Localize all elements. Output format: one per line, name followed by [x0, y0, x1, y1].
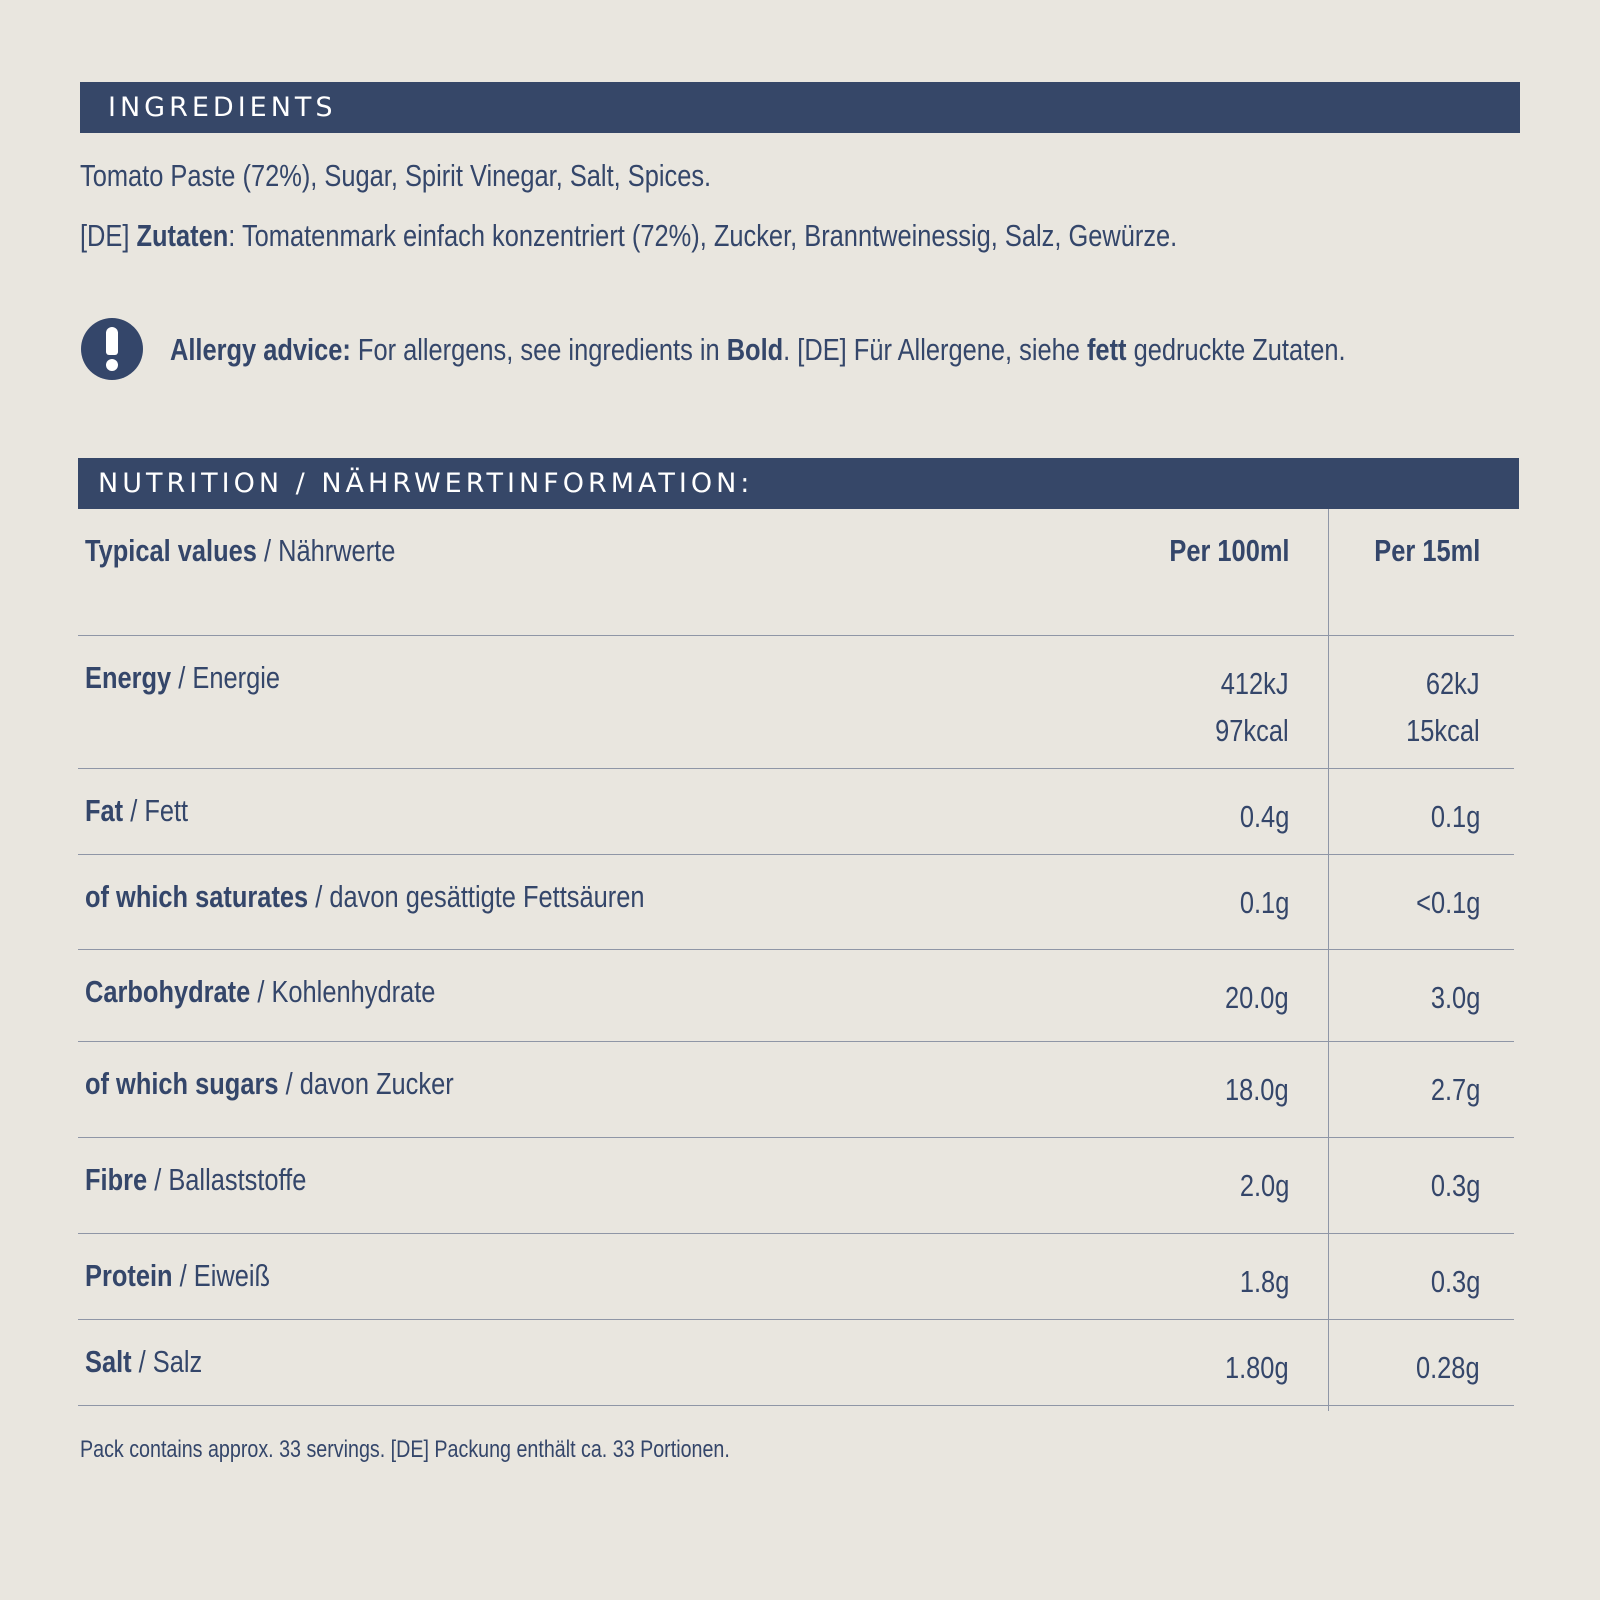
nutrient-name-de: / Salz: [131, 1344, 203, 1379]
value-per-15ml: [1431, 1066, 1480, 1113]
nutrient-label: [85, 660, 280, 696]
nutrient-label: [85, 1258, 270, 1294]
value-line: 62kJ: [1426, 666, 1480, 701]
nutrition-heading-bar: [78, 458, 1519, 509]
table-row: [78, 855, 1514, 950]
nutrient-name-en: Fibre: [85, 1162, 148, 1197]
exclamation-icon: [81, 318, 143, 380]
nutrient-name-en: of which saturates: [85, 879, 309, 914]
value-per-15ml: [1416, 1344, 1480, 1391]
allergy-advice-label: Allergy advice:: [170, 332, 351, 367]
allergy-bold-word: Bold: [726, 332, 784, 367]
ingredients-german-label: Zutaten: [136, 218, 229, 253]
nutrient-name-en: Carbohydrate: [85, 974, 251, 1009]
servings-footnote: Pack contains approx. 33 servings. [DE] Packung enthält ca. 33 Portionen.: [80, 1436, 730, 1463]
value-line: 15kcal: [1406, 713, 1480, 748]
header-per-15ml: Per 15ml: [1374, 533, 1480, 568]
ingredients-english-text: Tomato Paste (72%), Sugar, Spirit Vinegar, Salt, Spices.: [80, 158, 712, 193]
ingredients-german-text: : Tomatenmark einfach konzentriert (72%), Zucker, Branntweinessig, Salz, Gewürze.: [228, 218, 1178, 253]
nutrient-name-de: / davon Zucker: [278, 1066, 454, 1101]
allergy-bold-word: fett: [1086, 332, 1127, 367]
value-line: 2.7g: [1430, 1072, 1480, 1107]
nutrient-label: [85, 793, 188, 829]
value-line: 2.0g: [1239, 1168, 1289, 1203]
table-row: [78, 1320, 1514, 1406]
nutrient-name-en: Energy: [85, 660, 172, 695]
column-divider: [1328, 509, 1329, 1411]
nutrient-label: [85, 1344, 202, 1380]
nutrient-name-de: / davon gesättigte Fettsäuren: [308, 879, 645, 914]
value-per-15ml: [1431, 974, 1480, 1021]
ingredients-heading-bar: [80, 82, 1520, 133]
value-per-100ml: [1240, 1258, 1289, 1305]
value-line: 0.3g: [1430, 1264, 1480, 1299]
value-line: 20.0g: [1225, 980, 1289, 1015]
allergy-text-part: gedruckte Zutaten.: [1126, 332, 1346, 367]
value-line: 1.80g: [1225, 1350, 1289, 1385]
nutrient-name-en: Protein: [85, 1258, 173, 1293]
value-line: 18.0g: [1225, 1072, 1289, 1107]
nutrient-name-de: / Ballaststoffe: [147, 1162, 307, 1197]
nutrient-label: [85, 879, 645, 915]
ingredients-heading: INGREDIENTS: [108, 92, 337, 123]
ingredients-german-prefix: [DE]: [80, 218, 137, 253]
value-per-15ml: [1431, 1258, 1480, 1305]
nutrient-name-en: Fat: [85, 793, 124, 828]
nutrient-name-de: / Energie: [171, 660, 281, 695]
nutrient-name-de: / Kohlenhydrate: [250, 974, 436, 1009]
table-row: [78, 1042, 1514, 1138]
header-label: [85, 533, 395, 569]
value-per-100ml: [1216, 660, 1289, 754]
value-per-100ml: [1240, 1162, 1289, 1209]
header-per-100ml: Per 100ml: [1168, 533, 1289, 568]
value-line: 1.8g: [1239, 1264, 1289, 1299]
table-row: [78, 636, 1514, 769]
nutrient-name-en: of which sugars: [85, 1066, 279, 1101]
value-per-100ml: [1240, 879, 1289, 926]
nutrient-label: [85, 1162, 306, 1198]
value-per-15ml: [1416, 879, 1480, 926]
table-row: [78, 950, 1514, 1042]
table-row: [78, 1234, 1514, 1320]
nutrient-label: [85, 974, 435, 1010]
header-label-rest: / Nährwerte: [256, 533, 396, 568]
allergy-text-part: . [DE] Für Allergene, siehe: [783, 332, 1087, 367]
table-row: [78, 1138, 1514, 1234]
allergy-text-part: For allergens, see ingredients in: [350, 332, 727, 367]
nutrition-heading: NUTRITION / NÄHRWERTINFORMATION:: [98, 468, 754, 499]
nutrition-table-header: [78, 509, 1514, 636]
value-line: 3.0g: [1430, 980, 1480, 1015]
value-per-15ml: [1431, 793, 1480, 840]
nutrient-name-en: Salt: [85, 1344, 132, 1379]
allergy-advice: [170, 332, 1346, 368]
value-line: 0.4g: [1239, 799, 1289, 834]
header-label-bold: Typical values: [85, 533, 257, 568]
table-row: [78, 769, 1514, 855]
value-per-100ml: [1225, 974, 1289, 1021]
value-per-100ml: [1225, 1066, 1289, 1113]
value-line: 412kJ: [1221, 666, 1289, 701]
value-line: <0.1g: [1415, 885, 1480, 920]
value-per-100ml: [1240, 793, 1289, 840]
nutrient-name-de: / Fett: [123, 793, 189, 828]
value-line: 97kcal: [1215, 713, 1289, 748]
value-line: 0.28g: [1416, 1350, 1480, 1385]
value-line: 0.1g: [1239, 885, 1289, 920]
value-line: 0.1g: [1430, 799, 1480, 834]
value-per-100ml: [1225, 1344, 1289, 1391]
value-line: 0.3g: [1430, 1168, 1480, 1203]
value-per-15ml: [1407, 660, 1480, 754]
value-per-15ml: [1431, 1162, 1480, 1209]
ingredients-english: [80, 158, 711, 194]
nutrient-name-de: / Eiweiß: [172, 1258, 271, 1293]
ingredients-german: [80, 218, 1177, 254]
nutrient-label: [85, 1066, 454, 1102]
